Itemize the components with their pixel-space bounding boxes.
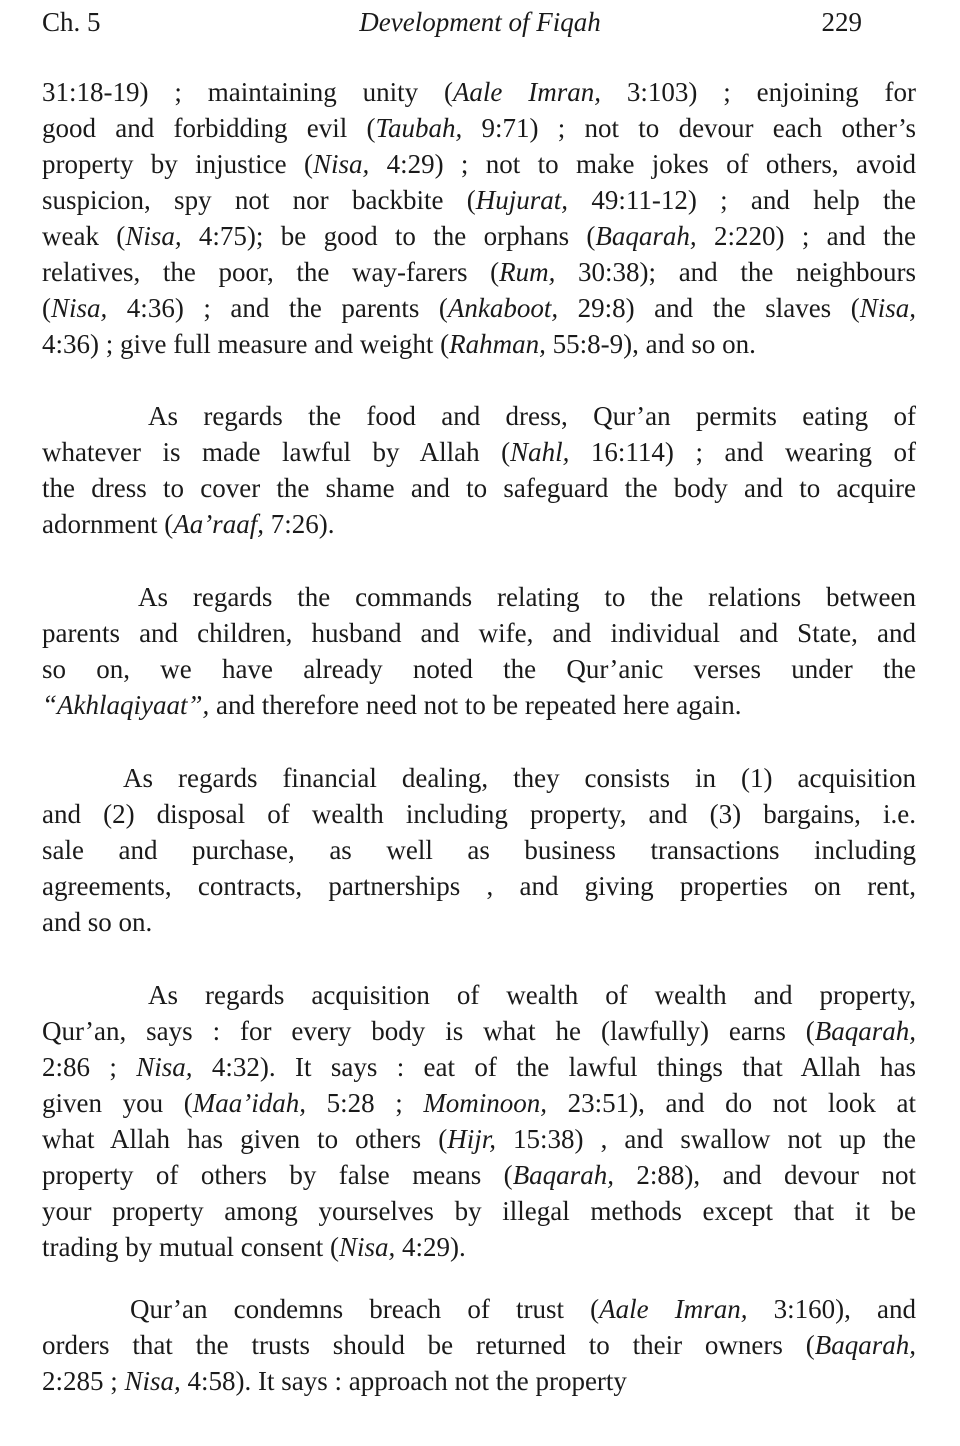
citation-text: Aa’raaf,: [173, 509, 264, 539]
text-line: [42, 1085, 916, 1121]
text-segment: 4:36) ; give full measure and weight (: [42, 329, 450, 359]
citation-text: Hujurat,: [475, 185, 569, 215]
text-line: [123, 760, 916, 796]
text-segment: sale and purchase, as well as business transactions including: [42, 835, 916, 865]
text-segment: As regards the commands relating to the relations between: [138, 582, 916, 612]
text-segment: orders that the trusts should be returned to their owners (: [42, 1330, 815, 1360]
citation-text: Baqarah,: [814, 1016, 916, 1046]
text-line: [42, 1327, 916, 1363]
text-line: [42, 434, 916, 470]
text-line: [42, 796, 916, 832]
page-number: 229: [821, 7, 862, 37]
text-segment: 5:28 ;: [305, 1088, 424, 1118]
running-title: Development of Fiqah: [359, 7, 601, 37]
citation-text: Aale Imran,: [452, 77, 602, 107]
text-line: [42, 904, 916, 940]
citation-text: Rum,: [499, 257, 556, 287]
text-line: [42, 1363, 916, 1399]
citation-text: Maa’idah,: [192, 1088, 306, 1118]
text-segment: 4:32). It says : eat of the lawful things that Allah has: [192, 1052, 916, 1082]
text-line: [42, 832, 916, 868]
text-line: [42, 182, 916, 218]
text-line: [148, 977, 916, 1013]
text-segment: 4:29) ; not to make jokes of others, avoid: [369, 149, 916, 179]
text-line: [42, 868, 916, 904]
text-segment: 4:36) ; and the parents (: [107, 293, 448, 323]
text-segment: and (2) disposal of wealth including property, and (3) bargains, i.e.: [42, 799, 916, 829]
text-segment: what Allah has given to others (: [42, 1124, 448, 1154]
citation-text: Nisa,: [338, 1232, 396, 1262]
text-segment: and so on.: [42, 907, 153, 937]
text-segment: parents and children, husband and wife, and individual and State, and: [42, 618, 916, 648]
text-segment: 9:71) ; not to devour each other’s: [462, 113, 916, 143]
text-segment: trading by mutual consent (: [42, 1232, 339, 1262]
text-line: [42, 254, 916, 290]
text-segment: 2:86 ;: [42, 1052, 137, 1082]
text-line: [42, 290, 916, 326]
citation-text: Baqarah,: [814, 1330, 916, 1360]
text-segment: 30:38); and the neighbours: [555, 257, 916, 287]
text-segment: 31:18-19) ; maintaining unity (: [42, 77, 453, 107]
citation-text: Hijr,: [447, 1124, 496, 1154]
text-line: [42, 1229, 916, 1265]
text-segment: Qur’an, says : for every body is what he (lawfully) earns (: [42, 1016, 815, 1046]
text-segment: 2:220) ; and the: [696, 221, 916, 251]
text-segment: 3:160), and: [747, 1294, 916, 1324]
text-segment: so on, we have already noted the Qur’anic verses under the: [42, 654, 916, 684]
citation-text: Aale Imran,: [599, 1294, 748, 1324]
text-line: [42, 1013, 916, 1049]
text-segment: 15:38) , and swallow not up the: [495, 1124, 916, 1154]
text-line: [42, 1121, 916, 1157]
text-line: [42, 687, 916, 723]
text-segment: your property among yourselves by illegal methods except that it be: [42, 1196, 916, 1226]
text-segment: property by injustice (: [42, 149, 313, 179]
text-segment: 23:51), and do not look at: [547, 1088, 916, 1118]
text-segment: good and forbidding evil (: [42, 113, 376, 143]
text-line: [138, 579, 916, 615]
citation-text: Nahl,: [510, 437, 570, 467]
text-segment: weak (: [42, 221, 126, 251]
text-segment: 49:11-12) ; and help the: [568, 185, 916, 215]
text-segment: 4:75); be good to the orphans (: [181, 221, 596, 251]
citation-text: “Akhlaqiyaat”,: [42, 690, 210, 720]
citation-text: Ankaboot,: [447, 293, 559, 323]
text-segment: whatever is made lawful by Allah (: [42, 437, 511, 467]
text-segment: 4:29).: [395, 1232, 466, 1262]
text-segment: 16:114) ; and wearing of: [569, 437, 916, 467]
text-segment: Qur’an condemns breach of trust (: [130, 1294, 600, 1324]
text-segment: 55:8-9), and so on.: [545, 329, 756, 359]
text-line: [42, 470, 916, 506]
text-line: [42, 1049, 916, 1085]
text-segment: adornment (: [42, 509, 174, 539]
text-line: [42, 218, 916, 254]
citation-text: Nisa,: [136, 1052, 193, 1082]
text-segment: As regards acquisition of wealth of wealth and property,: [148, 980, 916, 1010]
text-line: [42, 326, 916, 362]
text-segment: given you (: [42, 1088, 193, 1118]
text-segment: suspicion, spy not nor backbite (: [42, 185, 476, 215]
text-segment: property of others by false means (: [42, 1160, 513, 1190]
citation-text: Nisa,: [51, 293, 108, 323]
text-segment: 2:88), and devour not: [613, 1160, 917, 1190]
text-line: [42, 1193, 916, 1229]
citation-text: Mominoon,: [423, 1088, 548, 1118]
text-line: [42, 146, 916, 182]
text-line: [148, 398, 916, 434]
text-segment: 2:285 ;: [42, 1366, 125, 1396]
text-segment: agreements, contracts, partnerships , and giving properties on rent,: [42, 871, 916, 901]
text-line: [42, 651, 916, 687]
chapter-label: Ch. 5: [42, 7, 101, 37]
text-segment: 4:58). It says : approach not the property: [180, 1366, 627, 1396]
text-line: [42, 1157, 916, 1193]
citation-text: Taubah,: [375, 113, 463, 143]
text-segment: As regards the food and dress, Qur’an permits eating of: [148, 401, 916, 431]
text-segment: relatives, the poor, the way-farers (: [42, 257, 500, 287]
text-line: [42, 110, 916, 146]
citation-text: Rahman,: [449, 329, 546, 359]
text-line: [130, 1291, 916, 1327]
text-segment: and therefore need not to be repeated here again.: [209, 690, 742, 720]
text-segment: (: [42, 293, 51, 323]
citation-text: Baqarah,: [595, 221, 697, 251]
citation-text: Nisa,: [312, 149, 370, 179]
citation-text: Nisa,: [859, 293, 916, 323]
text-segment: 3:103) ; enjoining for: [601, 77, 916, 107]
citation-text: Nisa,: [125, 221, 182, 251]
text-segment: 7:26).: [263, 509, 335, 539]
text-line: [42, 615, 916, 651]
text-line: [42, 506, 916, 542]
text-segment: the dress to cover the shame and to safeguard the body and to acquire: [42, 473, 916, 503]
text-segment: 29:8) and the slaves (: [558, 293, 860, 323]
citation-text: Baqarah,: [512, 1160, 614, 1190]
text-line: [42, 74, 916, 110]
citation-text: Nisa,: [124, 1366, 181, 1396]
text-segment: As regards financial dealing, they consists in (1) acquisition: [123, 763, 916, 793]
